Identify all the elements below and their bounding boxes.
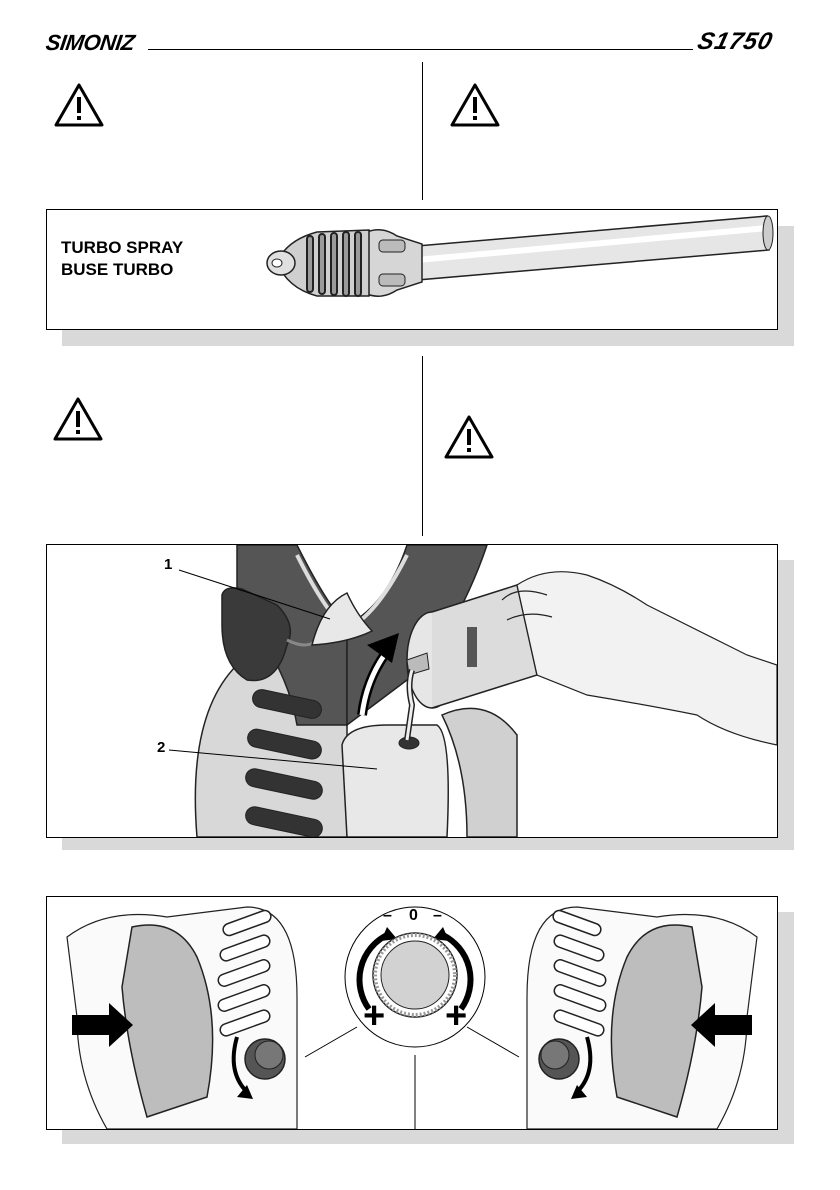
column-divider-top (422, 62, 423, 200)
callout-1: 1 (164, 556, 173, 573)
warning-triangle-icon (52, 396, 104, 442)
detergent-fill-illustration (47, 545, 777, 837)
dial-minus-right: – (433, 907, 442, 924)
dial-plus-left: + (363, 995, 386, 1037)
pressure-dial-illustration (47, 897, 777, 1129)
turbo-nozzle-illustration (237, 210, 777, 328)
detergent-fill-panel (46, 544, 778, 838)
turbo-spray-panel (46, 209, 778, 330)
dial-plus-right: + (445, 995, 468, 1037)
brand-logo: SIMONIZ (44, 30, 136, 55)
callout-2: 2 (157, 739, 166, 756)
dial-minus-left: – (383, 907, 392, 924)
pressure-dial-panel (46, 896, 778, 1130)
dial-zero-label: 0 (409, 907, 418, 924)
model-logo: S1750 (694, 28, 776, 55)
nozzle-label-line1: TURBO SPRAY (61, 238, 184, 257)
column-divider-middle (422, 356, 423, 536)
header-rule (148, 49, 693, 50)
nozzle-label-line2: BUSE TURBO (61, 260, 174, 279)
warning-triangle-icon (449, 82, 501, 128)
warning-triangle-icon (53, 82, 105, 128)
warning-triangle-icon (443, 414, 495, 460)
